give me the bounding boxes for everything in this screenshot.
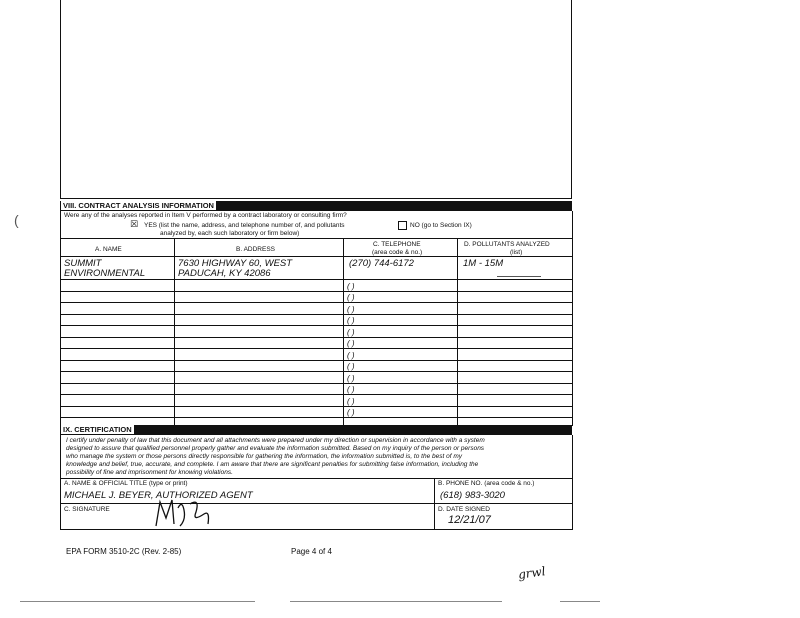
table-row-rule: [60, 325, 572, 326]
contract-question: Were any of the analyses reported in Item V performed by a contract laboratory or consulting firm?: [64, 212, 347, 219]
lab-address-line2: PADUCAH, KY 42086: [178, 268, 271, 279]
lab-phone: (270) 744-6172: [349, 258, 414, 269]
phone-placeholder: ( ): [347, 282, 355, 291]
lab-pollutants: 1M - 15M: [463, 258, 504, 269]
certification-text-line5: possibility of fine and imprisonment for knowing violations.: [66, 469, 233, 476]
phone-label: B. PHONE NO. (area code & no.): [438, 480, 535, 487]
certification-text-line3: who manage the system or those persons directly responsible for gathering the information, the information submitted is, to the best of my: [66, 453, 462, 460]
lab-name-line2: ENVIRONMENTAL: [64, 268, 146, 279]
table-row-rule: [60, 383, 572, 384]
certification-text-line2: designed to assure that qualified personnel properly gather and evaluate the information submitted. Based on my inquiry of the person or persons: [66, 445, 485, 452]
column-header-pollutants: D. POLLUTANTS ANALYZED: [464, 241, 550, 248]
certification-rule: [60, 478, 572, 479]
table-row-rule: [60, 348, 572, 349]
date-value: 12/21/07: [448, 514, 491, 526]
section-viii-title: VIII. CONTRACT ANALYSIS INFORMATION: [63, 201, 214, 210]
section-ix-bar: [60, 425, 572, 435]
column-header-telephone: C. TELEPHONE: [373, 241, 421, 248]
page-number: Page 4 of 4: [291, 547, 332, 556]
bottom-scan-line: [20, 601, 255, 602]
column-header-address: B. ADDRESS: [236, 246, 276, 253]
yes-label-continued: analyzed by, each such laboratory or firm below): [160, 230, 300, 237]
form-id: EPA FORM 3510-2C (Rev. 2-85): [66, 547, 182, 556]
lab-name-line1: SUMMIT: [64, 258, 102, 269]
column-divider-3: [457, 238, 458, 426]
phone-value: (618) 983-3020: [440, 490, 505, 501]
name-title-label: A. NAME & OFFICIAL TITLE (type or print): [64, 480, 188, 487]
bottom-scan-line: [290, 601, 502, 602]
yes-label: YES (list the name, address, and telephone number of, and pollutants: [144, 222, 345, 229]
column-divider-1: [174, 238, 175, 426]
table-row-rule: [60, 360, 572, 361]
certification-text-line4: knowledge and belief, true, accurate, and complete. I am aware that there are significant penalties for submitting false information, including the: [66, 461, 479, 468]
column-header-name: A. NAME: [95, 246, 122, 253]
phone-placeholder: ( ): [347, 305, 355, 314]
table-row-rule: [60, 314, 572, 315]
table-row-rule: [60, 394, 572, 395]
phone-placeholder: ( ): [347, 328, 355, 337]
phone-placeholder: ( ): [347, 362, 355, 371]
phone-placeholder: ( ): [347, 316, 355, 325]
phone-placeholder: ( ): [347, 374, 355, 383]
yes-checkbox[interactable]: ☒: [130, 219, 139, 229]
certification-text-line1: I certify under penalty of law that this document and all attachments were prepared under my direction or supervision in accordance with a system: [66, 437, 485, 444]
no-checkbox[interactable]: [398, 221, 407, 230]
no-label: NO (go to Section IX): [410, 222, 472, 229]
table-row-rule: [60, 406, 572, 407]
table-row-rule: [60, 337, 572, 338]
upper-blank-section: [60, 0, 572, 199]
table-row-rule: [60, 417, 572, 418]
column-divider-2: [343, 238, 344, 426]
phone-placeholder: ( ): [347, 397, 355, 406]
phone-placeholder: ( ): [347, 385, 355, 394]
table-row-rule: [60, 291, 572, 292]
name-title-value: MICHAEL J. BEYER, AUTHORIZED AGENT: [64, 490, 253, 501]
phone-placeholder: ( ): [347, 339, 355, 348]
pollutant-underline: [497, 276, 541, 277]
column-header-pollutants-sub: (list): [510, 249, 523, 256]
signature-rule: [60, 503, 572, 504]
section-ix-title: IX. CERTIFICATION: [63, 425, 132, 434]
phone-placeholder: ( ): [347, 293, 355, 302]
filled-row-rule: [60, 279, 572, 280]
table-header-rule: [60, 256, 572, 257]
date-label: D. DATE SIGNED: [438, 506, 490, 513]
phone-placeholder: ( ): [347, 408, 355, 417]
column-header-telephone-sub: (area code & no.): [372, 249, 423, 256]
margin-mark: (: [14, 212, 19, 228]
initials: grwl: [517, 564, 547, 582]
bottom-scan-line: [560, 601, 600, 602]
table-row-rule: [60, 371, 572, 372]
table-row-rule: [60, 302, 572, 303]
signature: [150, 496, 220, 532]
table-top-rule: [60, 238, 572, 239]
signature-label: C. SIGNATURE: [64, 506, 110, 513]
lab-address-line1: 7630 HIGHWAY 60, WEST: [178, 258, 293, 269]
phone-placeholder: ( ): [347, 351, 355, 360]
